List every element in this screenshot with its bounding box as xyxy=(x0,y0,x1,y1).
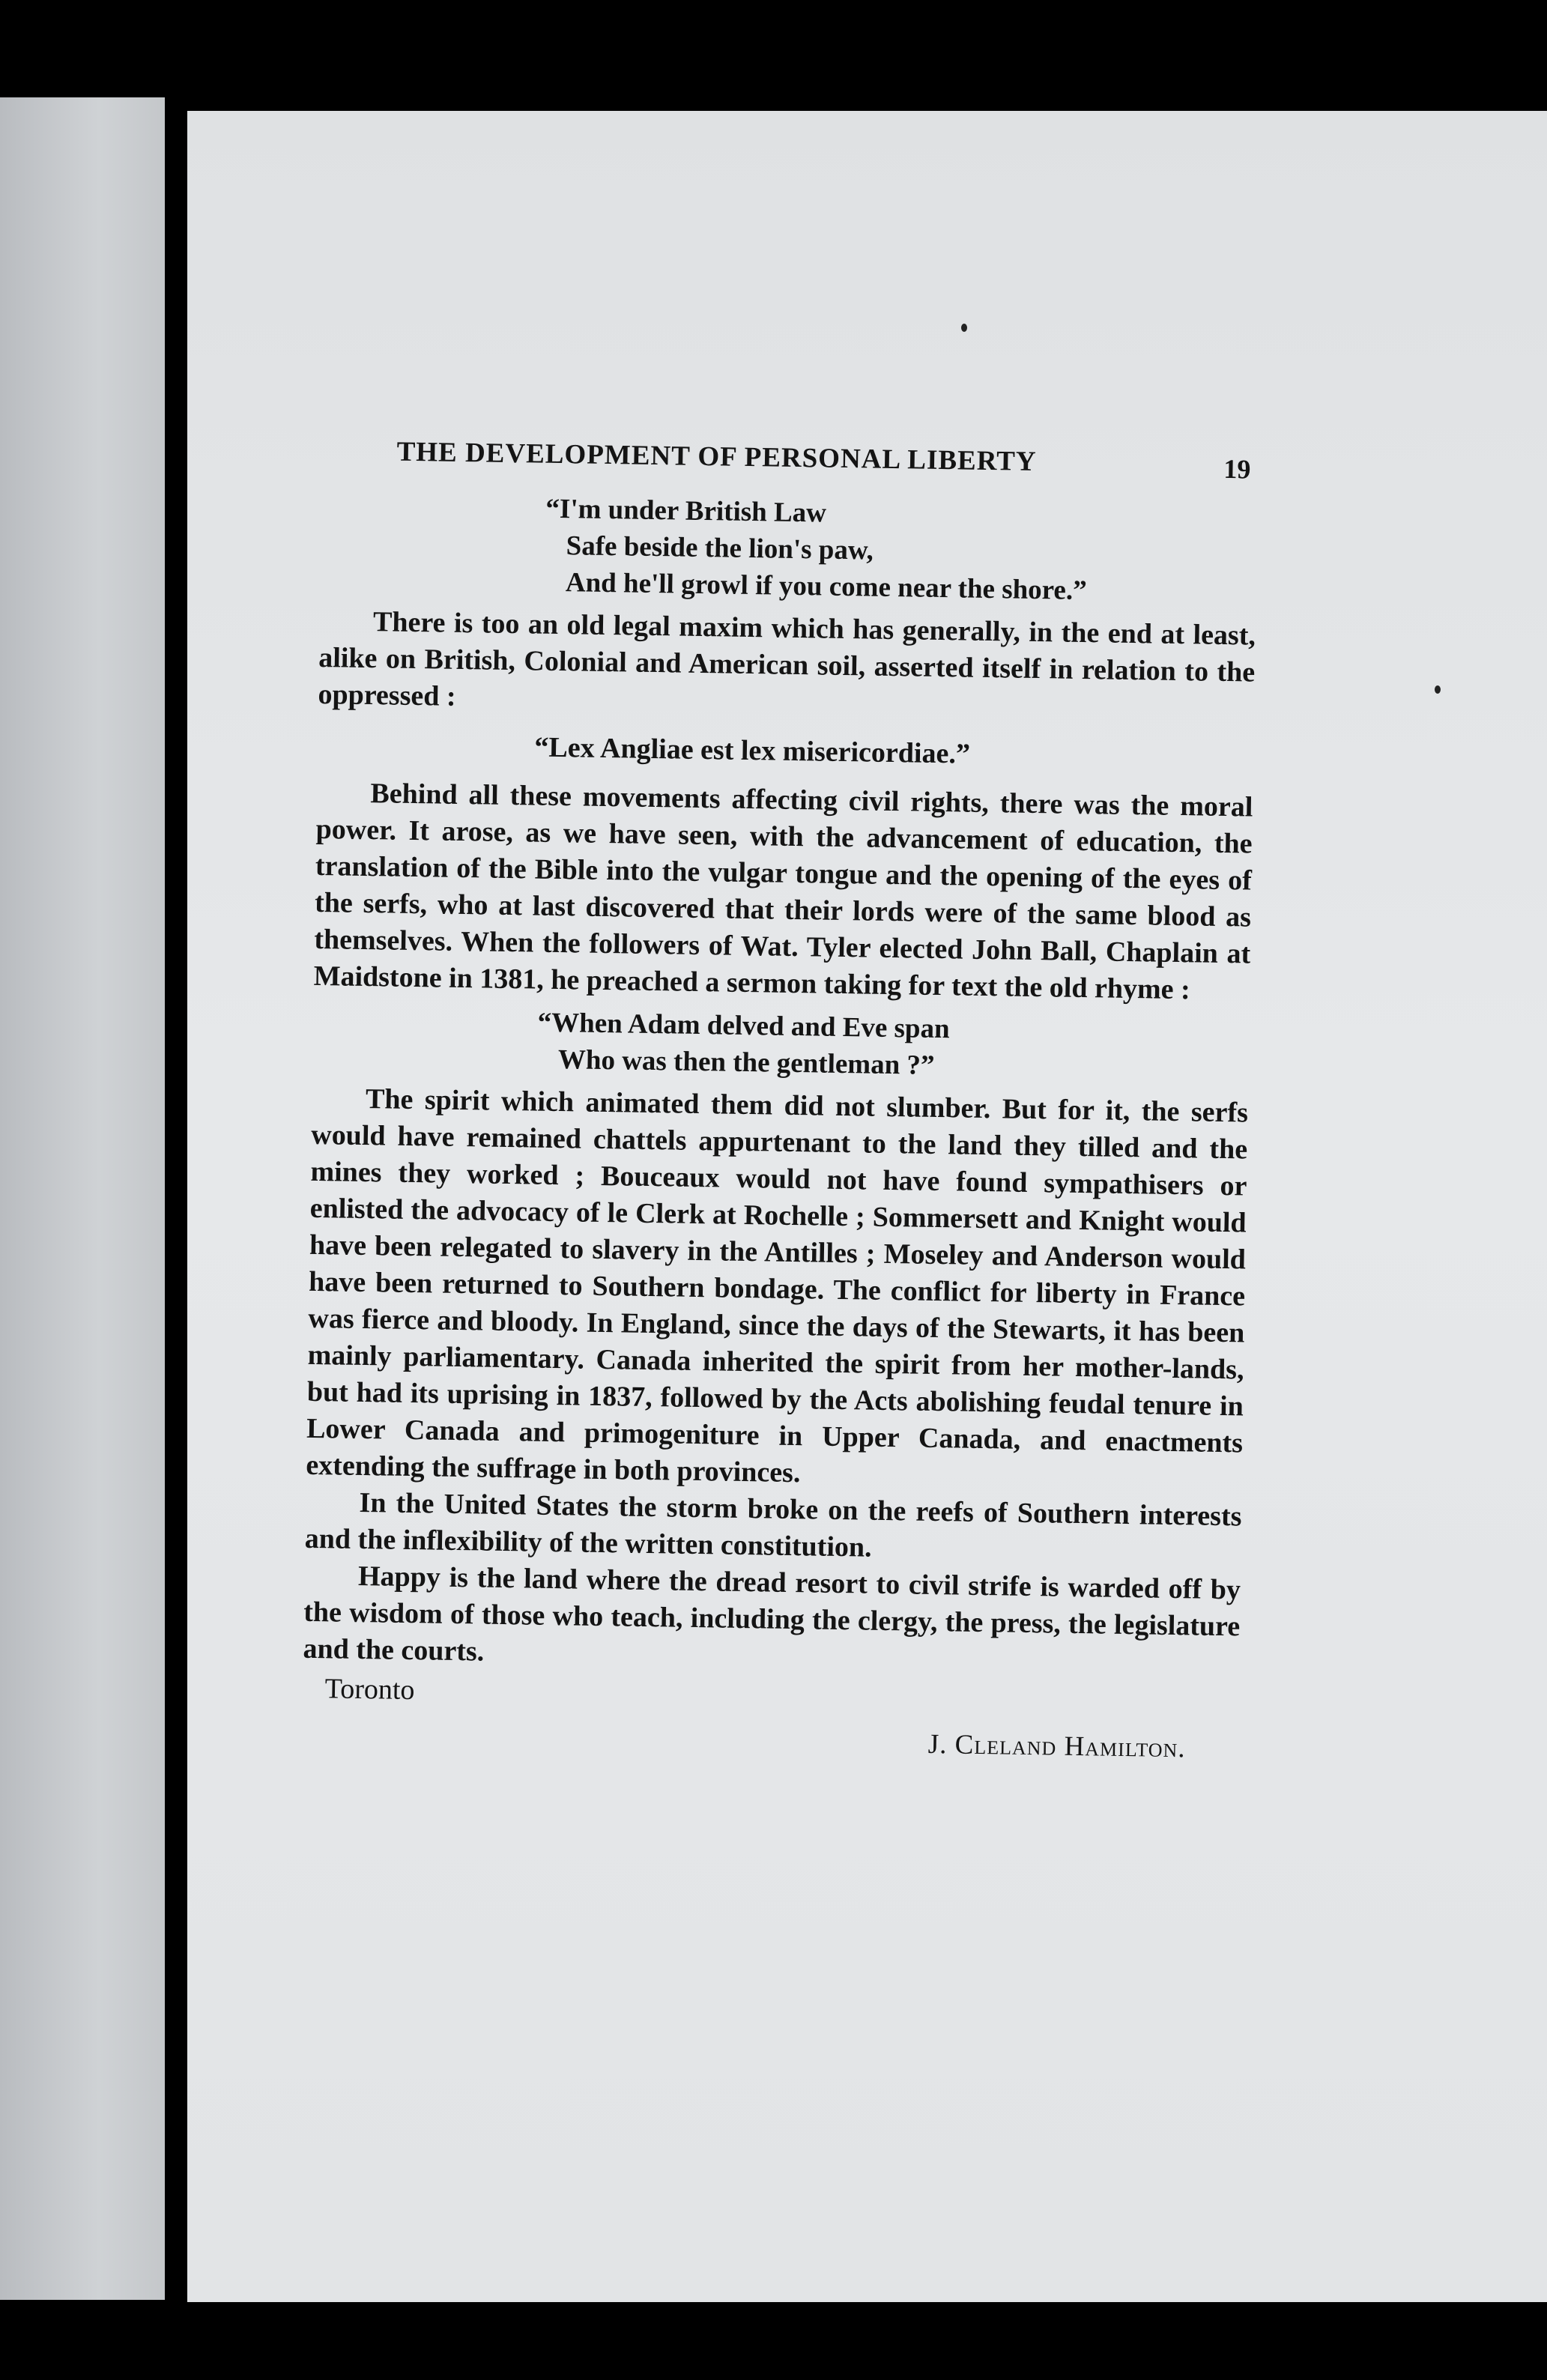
paragraph-happy-land: Happy is the land where the dread resort to civil strife is warded off by the wisdom of those who teach, including the clergy, the press, the legislature and the courts. xyxy=(303,1560,1241,1668)
verse-line: Safe beside the lion's paw, xyxy=(566,530,874,566)
paragraph-legal-maxim: There is too an old legal maxim which has generally, in the end at least, alike on British, Colonial and American soil, asserted itself in relation to the oppressed : xyxy=(318,606,1256,712)
verse-adam-eve xyxy=(537,1005,1250,1089)
running-head-title: THE DEVELOPMENT OF PERSONAL LIBERTY xyxy=(396,436,1037,477)
page-number: 19 xyxy=(1223,453,1251,485)
paragraph-spirit: The spirit which animated them did not slumber. But for it, the serfs would have remained chattels appurtenant to the land they tilled and the mines they worked ; Bouceaux would not have found sympathisers or enlisted the advocacy of le Clerk at Rochelle ; Sommersett and Knight would have been relegated to slavery in the Antilles ; Moseley and Anderson would have been returned to Southern bondage. The conflict for liberty in France was fierce and bloody. In England, since the days of the Stewarts, it has been mainly parliamentary. Canada inherited the spirit from her mother-lands, but had its uprising in 1837, followed by the Acts abolishing feudal tenure in Lower Canada and primogeniture in Upper Canada, and enactments extending the suffrage in both provinces. xyxy=(306,1083,1249,1489)
paragraph-united-states: In the United States the storm broke on the reefs of Southern interests and the inflexibility of the written constitution. xyxy=(304,1486,1242,1563)
facing-page-edge xyxy=(0,97,165,2300)
signoff xyxy=(301,1672,1239,1777)
signoff-place: Toronto xyxy=(324,1673,415,1707)
verse-line: Who was then the gentleman ?” xyxy=(557,1044,935,1081)
print-speck xyxy=(961,324,967,332)
verse-line: And he'll growl if you come near the shore.” xyxy=(565,567,1087,607)
print-speck xyxy=(1435,685,1441,694)
verse-british-law xyxy=(545,491,1258,612)
verse-line: “I'm under British Law xyxy=(545,493,827,529)
signoff-author: J. Cleland Hamilton. xyxy=(927,1728,1186,1764)
latin-maxim: “Lex Angliae est lex misericordiae.” xyxy=(534,731,971,770)
paragraph-moral-power: Behind all these movements affecting civil rights, there was the moral power. It arose, as we have seen, with the advancement of education, the translation of the Bible into the vulgar tongue and the opening of the eyes of the serfs, who at last discovered that their lords were of the same blood as themselves. When the followers of Wat. Tyler elected John Ball, Chaplain at Maidstone in 1381, he preached a sermon taking for text the old rhyme : xyxy=(313,778,1253,1006)
verse-line: “When Adam delved and Eve span xyxy=(537,1007,950,1045)
page-text xyxy=(301,434,1259,1776)
